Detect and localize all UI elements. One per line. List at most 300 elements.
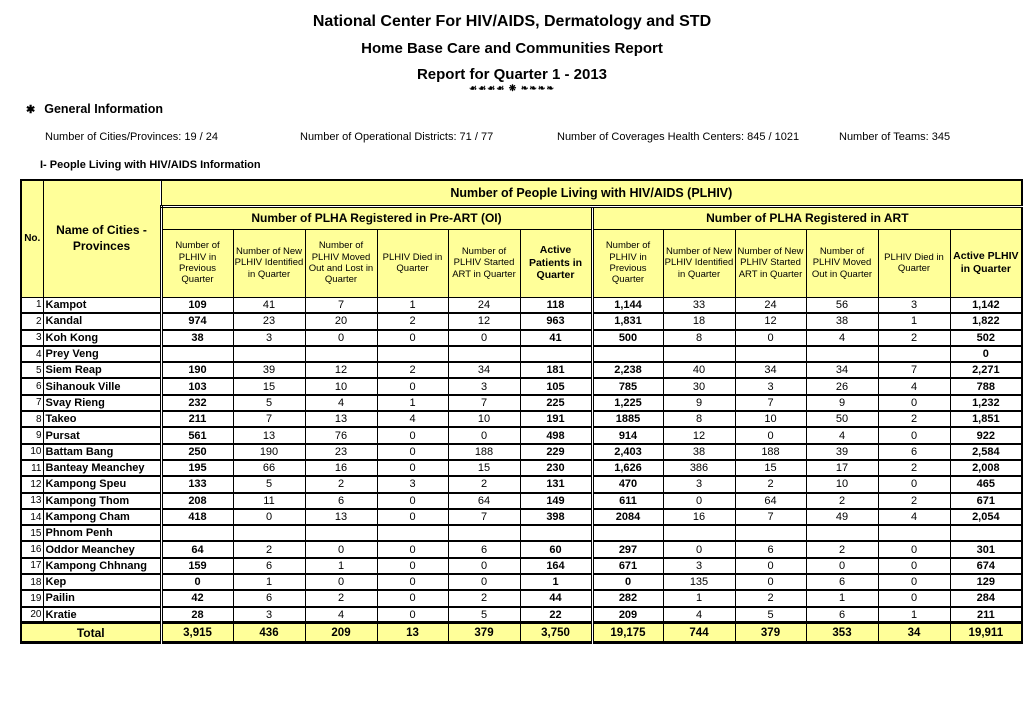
cell-pre_art-5: 498	[520, 427, 592, 443]
cell-art-2	[735, 346, 806, 362]
table-footer	[21, 623, 1022, 643]
cell-art-0: 1,831	[592, 313, 663, 329]
column-header-pre_art-3: PLHIV Died in Quarter	[377, 229, 448, 297]
cell-pre_art-1: 0	[233, 509, 305, 525]
stat-operational-districts: Number of Operational Districts: 71 / 77	[300, 131, 494, 143]
cell-art-2: 34	[735, 362, 806, 378]
cell-pre_art-1	[233, 346, 305, 362]
table-row	[21, 313, 1022, 329]
table-row	[21, 509, 1022, 525]
total-pre_art-3: 13	[377, 623, 448, 643]
cell-art-5: 301	[950, 541, 1022, 557]
cell-art-2: 3	[735, 378, 806, 394]
cell-art-1: 0	[663, 541, 735, 557]
cell-art-4: 4	[878, 378, 950, 394]
cell-art-0: 2,238	[592, 362, 663, 378]
cell-art-1: 9	[663, 395, 735, 411]
cell-art-0: 1,144	[592, 297, 663, 313]
asterisk-icon: ✱	[26, 104, 36, 116]
cell-pre_art-4: 2	[448, 590, 520, 606]
cell-pre_art-5: 105	[520, 378, 592, 394]
column-header-pre_art-5: Active Patients in Quarter	[520, 229, 592, 297]
cell-art-1: 0	[663, 493, 735, 509]
table-row	[21, 525, 1022, 541]
cell-art-3: 4	[806, 330, 878, 346]
cell-art-1: 40	[663, 362, 735, 378]
cell-pre_art-3: 0	[377, 509, 448, 525]
stat-teams: Number of Teams: 345	[839, 131, 951, 143]
cell-art-5: 0	[950, 346, 1022, 362]
cell-art-2: 0	[735, 427, 806, 443]
cell-art-2: 188	[735, 444, 806, 460]
cell-art-3: 2	[806, 493, 878, 509]
province-name: Takeo	[43, 411, 161, 427]
cell-art-0: 785	[592, 378, 663, 394]
cell-art-5: 211	[950, 607, 1022, 623]
column-header-art-3: Number of PLHIV Moved Out in Quarter	[806, 229, 878, 297]
cell-pre_art-0: 974	[161, 313, 233, 329]
table-row	[21, 444, 1022, 460]
title-block	[0, 0, 1024, 93]
cell-pre_art-1: 1	[233, 574, 305, 590]
cell-art-2: 2	[735, 476, 806, 492]
cell-art-2: 6	[735, 541, 806, 557]
cell-pre_art-0: 0	[161, 574, 233, 590]
cell-art-5: 1,851	[950, 411, 1022, 427]
cell-pre_art-1: 23	[233, 313, 305, 329]
general-info-heading	[26, 102, 1024, 116]
cell-art-5: 671	[950, 493, 1022, 509]
cell-pre_art-5: 229	[520, 444, 592, 460]
cell-art-2: 0	[735, 558, 806, 574]
cell-pre_art-2: 6	[305, 493, 377, 509]
table-row	[21, 362, 1022, 378]
province-name: Oddor Meanchey	[43, 541, 161, 557]
cell-art-1: 135	[663, 574, 735, 590]
cell-pre_art-4: 0	[448, 574, 520, 590]
cell-pre_art-0: 232	[161, 395, 233, 411]
row-number: 14	[21, 509, 43, 525]
cell-pre_art-1: 11	[233, 493, 305, 509]
cell-art-5: 2,008	[950, 460, 1022, 476]
table-row	[21, 541, 1022, 557]
cell-pre_art-4: 3	[448, 378, 520, 394]
column-header-no: No.	[21, 180, 43, 297]
cell-art-5: 465	[950, 476, 1022, 492]
cell-art-4: 2	[878, 493, 950, 509]
cell-pre_art-2	[305, 525, 377, 541]
cell-art-5: 129	[950, 574, 1022, 590]
cell-pre_art-3: 1	[377, 297, 448, 313]
cell-pre_art-2: 0	[305, 574, 377, 590]
cell-pre_art-3: 0	[377, 590, 448, 606]
cell-pre_art-4: 12	[448, 313, 520, 329]
cell-art-3: 50	[806, 411, 878, 427]
cell-art-0: 1885	[592, 411, 663, 427]
cell-pre_art-3: 4	[377, 411, 448, 427]
row-number: 8	[21, 411, 43, 427]
cell-art-5: 922	[950, 427, 1022, 443]
cell-pre_art-5: 60	[520, 541, 592, 557]
total-pre_art-2: 209	[305, 623, 377, 643]
cell-art-4: 0	[878, 427, 950, 443]
cell-pre_art-2: 4	[305, 395, 377, 411]
cell-pre_art-1: 5	[233, 395, 305, 411]
cell-art-1: 18	[663, 313, 735, 329]
province-name: Sihanouk Ville	[43, 378, 161, 394]
cell-pre_art-5	[520, 346, 592, 362]
cell-art-3: 34	[806, 362, 878, 378]
cell-pre_art-2: 13	[305, 411, 377, 427]
cell-pre_art-4	[448, 346, 520, 362]
total-art-3: 353	[806, 623, 878, 643]
cell-art-5: 2,271	[950, 362, 1022, 378]
report-title-line3: Report for Quarter 1 - 2013	[416, 66, 608, 83]
cell-pre_art-0	[161, 525, 233, 541]
cell-pre_art-1: 3	[233, 330, 305, 346]
cell-art-5: 502	[950, 330, 1022, 346]
cell-art-2: 24	[735, 297, 806, 313]
total-pre_art-5: 3,750	[520, 623, 592, 643]
cell-art-0	[592, 525, 663, 541]
total-pre_art-4: 379	[448, 623, 520, 643]
cell-art-1: 38	[663, 444, 735, 460]
row-number: 9	[21, 427, 43, 443]
cell-art-0: 1,626	[592, 460, 663, 476]
cell-pre_art-3: 0	[377, 444, 448, 460]
cell-pre_art-0: 159	[161, 558, 233, 574]
row-number: 18	[21, 574, 43, 590]
cell-art-1: 33	[663, 297, 735, 313]
province-name: Kampot	[43, 297, 161, 313]
row-number: 6	[21, 378, 43, 394]
table-row	[21, 493, 1022, 509]
column-header-art-2: Number of New PLHIV Started ART in Quarter	[735, 229, 806, 297]
stat-cities-provinces: Number of Cities/Provinces: 19 / 24	[45, 131, 219, 143]
table-row	[21, 330, 1022, 346]
cell-pre_art-0: 38	[161, 330, 233, 346]
cell-pre_art-3: 0	[377, 541, 448, 557]
cell-art-0: 470	[592, 476, 663, 492]
cell-art-0: 2,403	[592, 444, 663, 460]
column-header-pre_art-1: Number of New PLHIV Identified in Quarter	[233, 229, 305, 297]
plhiv-table	[20, 179, 1023, 644]
cell-pre_art-3: 0	[377, 607, 448, 623]
cell-pre_art-3: 0	[377, 460, 448, 476]
cell-pre_art-4: 6	[448, 541, 520, 557]
cell-art-4: 1	[878, 313, 950, 329]
cell-pre_art-3: 0	[377, 558, 448, 574]
cell-pre_art-2: 2	[305, 476, 377, 492]
cell-art-0: 0	[592, 574, 663, 590]
cell-art-0: 297	[592, 541, 663, 557]
row-number: 15	[21, 525, 43, 541]
province-name: Kampong Chhnang	[43, 558, 161, 574]
cell-art-4: 6	[878, 444, 950, 460]
total-art-1: 744	[663, 623, 735, 643]
group-header-pre-art: Number of PLHA Registered in Pre-ART (OI)	[161, 206, 592, 229]
cell-pre_art-2: 10	[305, 378, 377, 394]
total-art-2: 379	[735, 623, 806, 643]
total-art-5: 19,911	[950, 623, 1022, 643]
cell-art-1: 16	[663, 509, 735, 525]
cell-art-3: 1	[806, 590, 878, 606]
cell-pre_art-0: 103	[161, 378, 233, 394]
row-number: 5	[21, 362, 43, 378]
cell-pre_art-5: 149	[520, 493, 592, 509]
cell-art-1: 12	[663, 427, 735, 443]
cell-pre_art-5: 164	[520, 558, 592, 574]
cell-art-0: 282	[592, 590, 663, 606]
row-number: 11	[21, 460, 43, 476]
cell-pre_art-5: 118	[520, 297, 592, 313]
column-header-name: Name of Cities - Provinces	[43, 180, 161, 297]
cell-art-1: 386	[663, 460, 735, 476]
cell-art-4: 1	[878, 607, 950, 623]
province-name: Kampong Cham	[43, 509, 161, 525]
cell-art-4: 2	[878, 330, 950, 346]
cell-pre_art-1: 39	[233, 362, 305, 378]
province-name: Pursat	[43, 427, 161, 443]
total-row	[21, 623, 1022, 643]
cell-art-5: 2,584	[950, 444, 1022, 460]
row-number: 12	[21, 476, 43, 492]
province-name: Kratie	[43, 607, 161, 623]
cell-pre_art-1: 3	[233, 607, 305, 623]
cell-pre_art-2: 4	[305, 607, 377, 623]
cell-art-3: 49	[806, 509, 878, 525]
cell-pre_art-1: 6	[233, 590, 305, 606]
cell-pre_art-0: 418	[161, 509, 233, 525]
cell-art-3	[806, 525, 878, 541]
cell-art-0: 1,225	[592, 395, 663, 411]
row-number: 20	[21, 607, 43, 623]
cell-art-5	[950, 525, 1022, 541]
stat-health-centers: Number of Coverages Health Centers: 845 / 1021	[557, 131, 800, 143]
cell-pre_art-0	[161, 346, 233, 362]
cell-pre_art-5	[520, 525, 592, 541]
province-name: Prey Veng	[43, 346, 161, 362]
row-number: 17	[21, 558, 43, 574]
cell-art-1	[663, 525, 735, 541]
cell-pre_art-0: 109	[161, 297, 233, 313]
cell-art-4	[878, 525, 950, 541]
cell-pre_art-2: 2	[305, 590, 377, 606]
cell-art-1: 30	[663, 378, 735, 394]
cell-art-1: 3	[663, 558, 735, 574]
cell-art-4: 2	[878, 411, 950, 427]
province-name: Kep	[43, 574, 161, 590]
cell-pre_art-5: 963	[520, 313, 592, 329]
cell-art-5: 674	[950, 558, 1022, 574]
cell-pre_art-4: 10	[448, 411, 520, 427]
cell-pre_art-4: 7	[448, 509, 520, 525]
column-header-pre_art-4: Number of PLHIV Started ART in Quarter	[448, 229, 520, 297]
cell-pre_art-3: 0	[377, 574, 448, 590]
cell-art-5: 284	[950, 590, 1022, 606]
cell-art-4: 0	[878, 590, 950, 606]
cell-pre_art-5: 22	[520, 607, 592, 623]
cell-pre_art-3: 0	[377, 493, 448, 509]
cell-art-4: 2	[878, 460, 950, 476]
province-name: Pailin	[43, 590, 161, 606]
group-header-art: Number of PLHA Registered in ART	[592, 206, 1022, 229]
cell-art-2: 0	[735, 574, 806, 590]
cell-art-0: 611	[592, 493, 663, 509]
cell-pre_art-4	[448, 525, 520, 541]
section-label: I- People Living with HIV/AIDS Information	[40, 159, 261, 171]
table-header	[21, 180, 1022, 297]
table-row	[21, 590, 1022, 606]
cell-pre_art-5: 41	[520, 330, 592, 346]
cell-pre_art-4: 0	[448, 330, 520, 346]
cell-art-5: 788	[950, 378, 1022, 394]
column-header-pre_art-0: Number of PLHIV in Previous Quarter	[161, 229, 233, 297]
table-row	[21, 427, 1022, 443]
row-number: 2	[21, 313, 43, 329]
cell-art-0: 209	[592, 607, 663, 623]
cell-art-3: 17	[806, 460, 878, 476]
cell-art-2: 12	[735, 313, 806, 329]
cell-pre_art-0: 133	[161, 476, 233, 492]
cell-pre_art-2: 7	[305, 297, 377, 313]
cell-pre_art-4: 15	[448, 460, 520, 476]
cell-pre_art-0: 42	[161, 590, 233, 606]
cell-pre_art-1: 66	[233, 460, 305, 476]
cell-art-2	[735, 525, 806, 541]
general-info-row	[45, 131, 1024, 143]
cell-art-1	[663, 346, 735, 362]
province-name: Phnom Penh	[43, 525, 161, 541]
cell-art-5: 2,054	[950, 509, 1022, 525]
table-row	[21, 395, 1022, 411]
cell-art-3: 56	[806, 297, 878, 313]
cell-pre_art-2	[305, 346, 377, 362]
cell-pre_art-2: 12	[305, 362, 377, 378]
cell-art-0	[592, 346, 663, 362]
cell-pre_art-2: 76	[305, 427, 377, 443]
cell-art-3: 2	[806, 541, 878, 557]
cell-art-3: 9	[806, 395, 878, 411]
cell-pre_art-3: 2	[377, 313, 448, 329]
cell-art-0: 914	[592, 427, 663, 443]
total-pre_art-1: 436	[233, 623, 305, 643]
province-name: Kampong Speu	[43, 476, 161, 492]
province-name: Siem Reap	[43, 362, 161, 378]
cell-art-2: 2	[735, 590, 806, 606]
cell-art-2: 10	[735, 411, 806, 427]
province-name: Koh Kong	[43, 330, 161, 346]
cell-pre_art-4: 0	[448, 558, 520, 574]
cell-pre_art-1: 41	[233, 297, 305, 313]
cell-pre_art-0: 250	[161, 444, 233, 460]
cell-pre_art-1	[233, 525, 305, 541]
cell-pre_art-3	[377, 525, 448, 541]
cell-art-4: 4	[878, 509, 950, 525]
cell-pre_art-4: 5	[448, 607, 520, 623]
cell-pre_art-1: 7	[233, 411, 305, 427]
cell-pre_art-0: 28	[161, 607, 233, 623]
cell-pre_art-2: 20	[305, 313, 377, 329]
cell-art-1: 8	[663, 411, 735, 427]
total-pre_art-0: 3,915	[161, 623, 233, 643]
cell-art-3: 0	[806, 558, 878, 574]
column-header-pre_art-2: Number of PLHIV Moved Out and Lost in Quarter	[305, 229, 377, 297]
cell-art-2: 5	[735, 607, 806, 623]
cell-pre_art-5: 191	[520, 411, 592, 427]
cell-pre_art-4: 7	[448, 395, 520, 411]
cell-pre_art-4: 64	[448, 493, 520, 509]
total-label: Total	[21, 623, 161, 643]
column-header-art-4: PLHIV Died in Quarter	[878, 229, 950, 297]
table-row	[21, 460, 1022, 476]
table-body	[21, 297, 1022, 623]
cell-art-2: 15	[735, 460, 806, 476]
cell-pre_art-5: 398	[520, 509, 592, 525]
cell-art-4: 7	[878, 362, 950, 378]
cell-art-3: 10	[806, 476, 878, 492]
cell-art-1: 4	[663, 607, 735, 623]
row-number: 16	[21, 541, 43, 557]
table-row	[21, 574, 1022, 590]
cell-art-4: 0	[878, 574, 950, 590]
cell-pre_art-5: 131	[520, 476, 592, 492]
cell-art-5: 1,232	[950, 395, 1022, 411]
cell-art-5: 1,822	[950, 313, 1022, 329]
table-banner: Number of People Living with HIV/AIDS (PLHIV)	[161, 180, 1022, 206]
cell-pre_art-1: 6	[233, 558, 305, 574]
cell-art-1: 8	[663, 330, 735, 346]
cell-art-0: 500	[592, 330, 663, 346]
cell-pre_art-2: 0	[305, 541, 377, 557]
cell-pre_art-0: 195	[161, 460, 233, 476]
table-row	[21, 411, 1022, 427]
cell-art-1: 1	[663, 590, 735, 606]
row-number: 10	[21, 444, 43, 460]
cell-art-4	[878, 346, 950, 362]
cell-art-4: 0	[878, 558, 950, 574]
cell-art-4: 0	[878, 395, 950, 411]
report-title-line2: Home Base Care and Communities Report	[361, 40, 663, 57]
cell-pre_art-1: 190	[233, 444, 305, 460]
cell-pre_art-4: 2	[448, 476, 520, 492]
cell-pre_art-5: 225	[520, 395, 592, 411]
cell-art-3	[806, 346, 878, 362]
row-number: 19	[21, 590, 43, 606]
cell-art-2: 7	[735, 509, 806, 525]
table-row	[21, 297, 1022, 313]
cell-pre_art-3: 2	[377, 362, 448, 378]
cell-pre_art-0: 64	[161, 541, 233, 557]
cell-pre_art-3: 0	[377, 378, 448, 394]
column-header-art-0: Number of PLHIV in Previous Quarter	[592, 229, 663, 297]
cell-pre_art-5: 230	[520, 460, 592, 476]
table-row	[21, 346, 1022, 362]
cell-pre_art-1: 5	[233, 476, 305, 492]
province-name: Banteay Meanchey	[43, 460, 161, 476]
row-number: 3	[21, 330, 43, 346]
row-number: 13	[21, 493, 43, 509]
cell-art-3: 6	[806, 607, 878, 623]
row-number: 7	[21, 395, 43, 411]
cell-art-3: 39	[806, 444, 878, 460]
province-name: Kampong Thom	[43, 493, 161, 509]
cell-pre_art-2: 13	[305, 509, 377, 525]
cell-pre_art-2: 16	[305, 460, 377, 476]
cell-pre_art-1: 13	[233, 427, 305, 443]
cell-pre_art-4: 24	[448, 297, 520, 313]
row-number: 4	[21, 346, 43, 362]
